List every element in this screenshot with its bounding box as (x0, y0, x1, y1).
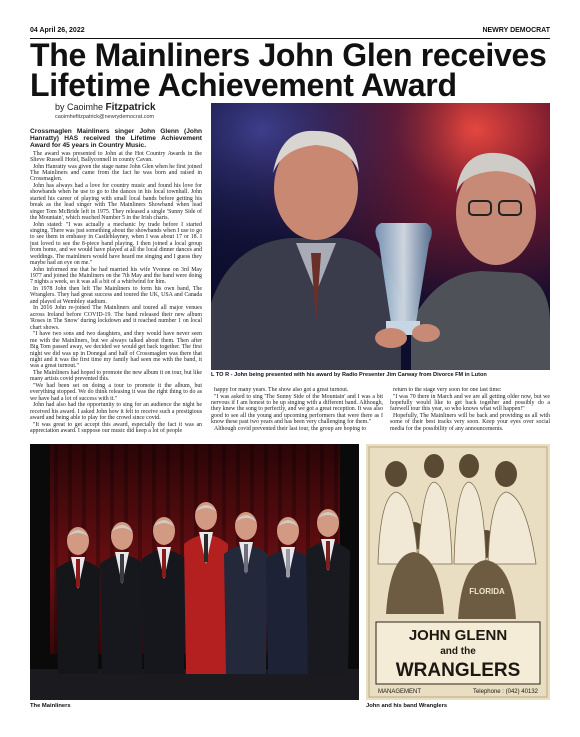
article-paragraph: John had also had the opportunity to sing for an audience the night he received his award. I asked John how it felt to receive such a prestigious award and being able to play for the crowd since covid. (30, 402, 202, 422)
article-headline: The Mainliners John Glen receives Lifetime Achievement Award (30, 37, 547, 103)
publication-name: NEWRY DEMOCRAT (482, 27, 550, 34)
article-lead: Crossmaglen Mainliners singer John Glenn (John Hanratty) HAS received the Lifetime Achievement Award for 45 years in Country Music. (30, 128, 202, 150)
article-paragraph: return to the stage very soon for one last time: (393, 387, 502, 393)
wranglers-poster (366, 444, 550, 700)
article-column-2 (211, 387, 383, 439)
article-paragraph: John Hanratty was given the stage name John Glen when he first joined The Mainliners and came from the fact he was born and raised in Crossmaglen. (30, 163, 202, 183)
column-3-body (390, 387, 550, 432)
article-paragraph: John stated: "I was actually a mechanic by trade before I started singing. There was just something about the showbands when I use to go to see them in embassy in Castleblayney, when I was about 17 or 18. I just loved to see the 8-piece band playing. I then joined a local group from home, and we would have played at all the local dinner dances and weddings. The mainliners would have heard me singing and I guess they maybe had an eye on me." (30, 221, 202, 267)
page-date: 04 April 26, 2022 (30, 27, 85, 34)
article-paragraph: "I was 70 there in March and we are all getting older now, but we hopefully would like to get back together and possibly do a farewell tour this year, so who knows what will happen!" (390, 393, 550, 413)
byline-name: Fitzpatrick (105, 102, 156, 113)
poster-management: MANAGEMENT (378, 689, 422, 695)
article-paragraph: "I was asked to sing 'The Sunny Side of the Mountain' and I was a bit nervous if I am honest to be up singing with a different band. Although, they knew the song to perfectly, and we got a great reception. It was also good to see all the young and upcoming performers that were there as I know these past two years and has been very challenging for them." (211, 393, 383, 426)
band-photo (30, 444, 359, 700)
article-paragraph: John has always had a love for country music and found his love for showbands when he use to go to the dances in his local townhall. John started his career of playing with small local bands before getting his break as the lead singer with The Mainliners Showband when lead singer Tom McBride left in 1975. They released a single 'Sunny Side of the Mountain', which reached Number 5 in the Irish charts. (30, 183, 202, 222)
column-2-body (211, 387, 383, 432)
wranglers-poster-illustration (366, 444, 550, 700)
band-photo-caption: The Mainliners (30, 703, 71, 709)
poster-line2: and the (440, 646, 476, 657)
award-photo-illustration (211, 103, 550, 370)
poster-line3: WRANGLERS (395, 660, 521, 681)
award-photo (211, 103, 550, 370)
article-paragraph: Although covid prevented their last tour, the group are hoping to (214, 425, 367, 432)
poster-caption: John and his band Wranglers (366, 703, 448, 709)
column-1-body (30, 151, 202, 435)
byline-email: caoimhefitzpatrick@newrydemocrat.com (55, 114, 155, 120)
award-photo-caption: L TO R - John being presented with his award by Radio Presenter Jim Carway from Divorce FM in Luton (211, 372, 487, 378)
article-paragraph: The award was presented to John at the Hot Country Awards in the Slieve Russell Hotel, Ballyconnell in county Cavan. (30, 150, 202, 164)
article-paragraph: "It was great to get accept this award, especially the fact it was an appreciation award. I suppose our music did keep a lot of people (30, 421, 202, 435)
article-paragraph: happy for many years. The show also got a great turnout. (214, 387, 349, 393)
article-paragraph: "We had been set on doing a tour to promote it the album, but everything stopped. We do think releasing it was the right thing to do as we have had a lot of success with it." (30, 382, 202, 402)
article-column-3 (390, 387, 550, 439)
article-paragraph: In 2016 John re-joined The Mainliners and toured all major venues across Ireland before COVID-19. The band released their new album 'Roses in The Snow' during lockdown and it reached number 1 on local chart shows. (30, 305, 202, 331)
article-paragraph: Hopefully, The Mainliners will be back and providing us all with some of their best tracks very soon. Keep your eyes over social media for the possibility of any announcements. (390, 413, 550, 432)
poster-telephone: Telephone : (042) 40132 (472, 689, 538, 695)
article-paragraph: In 1978 John then left The Mainliners to form his own band, The Wranglers. They had great success and toured the UK, USA and Canada and played at Wembley stadium. (30, 286, 202, 305)
article-paragraph: John informed me that he had married his wife Yvonne on 3rd May 1977 and joined the Mainliners on the 7th May and the band were doing 7 nights a week, so it was all a bit of a whirlwind for him. (30, 266, 202, 286)
poster-line1: JOHN GLENN (408, 627, 508, 644)
byline (55, 102, 156, 120)
article-paragraph: The Mainliners had hoped to promote the new album it on tour, but like many artists covid prevented this. (30, 369, 202, 383)
band-photo-illustration (30, 444, 359, 700)
article-paragraph: "I have two sons and two daughters, and they would have never seen me with the Mainliners, but we always talked about them. Then after Big Tom passed away, we decided we would get back together. The first night we did was up in Donegal and half of Crossmaglen was there that night and it was the first time my family had seen me with the band, it was a great turnout." (30, 331, 202, 370)
article-column-1 (30, 128, 202, 440)
poster-shirt-text: FLORIDA (469, 587, 505, 596)
byline-prefix: by Caoimhe (55, 102, 104, 112)
